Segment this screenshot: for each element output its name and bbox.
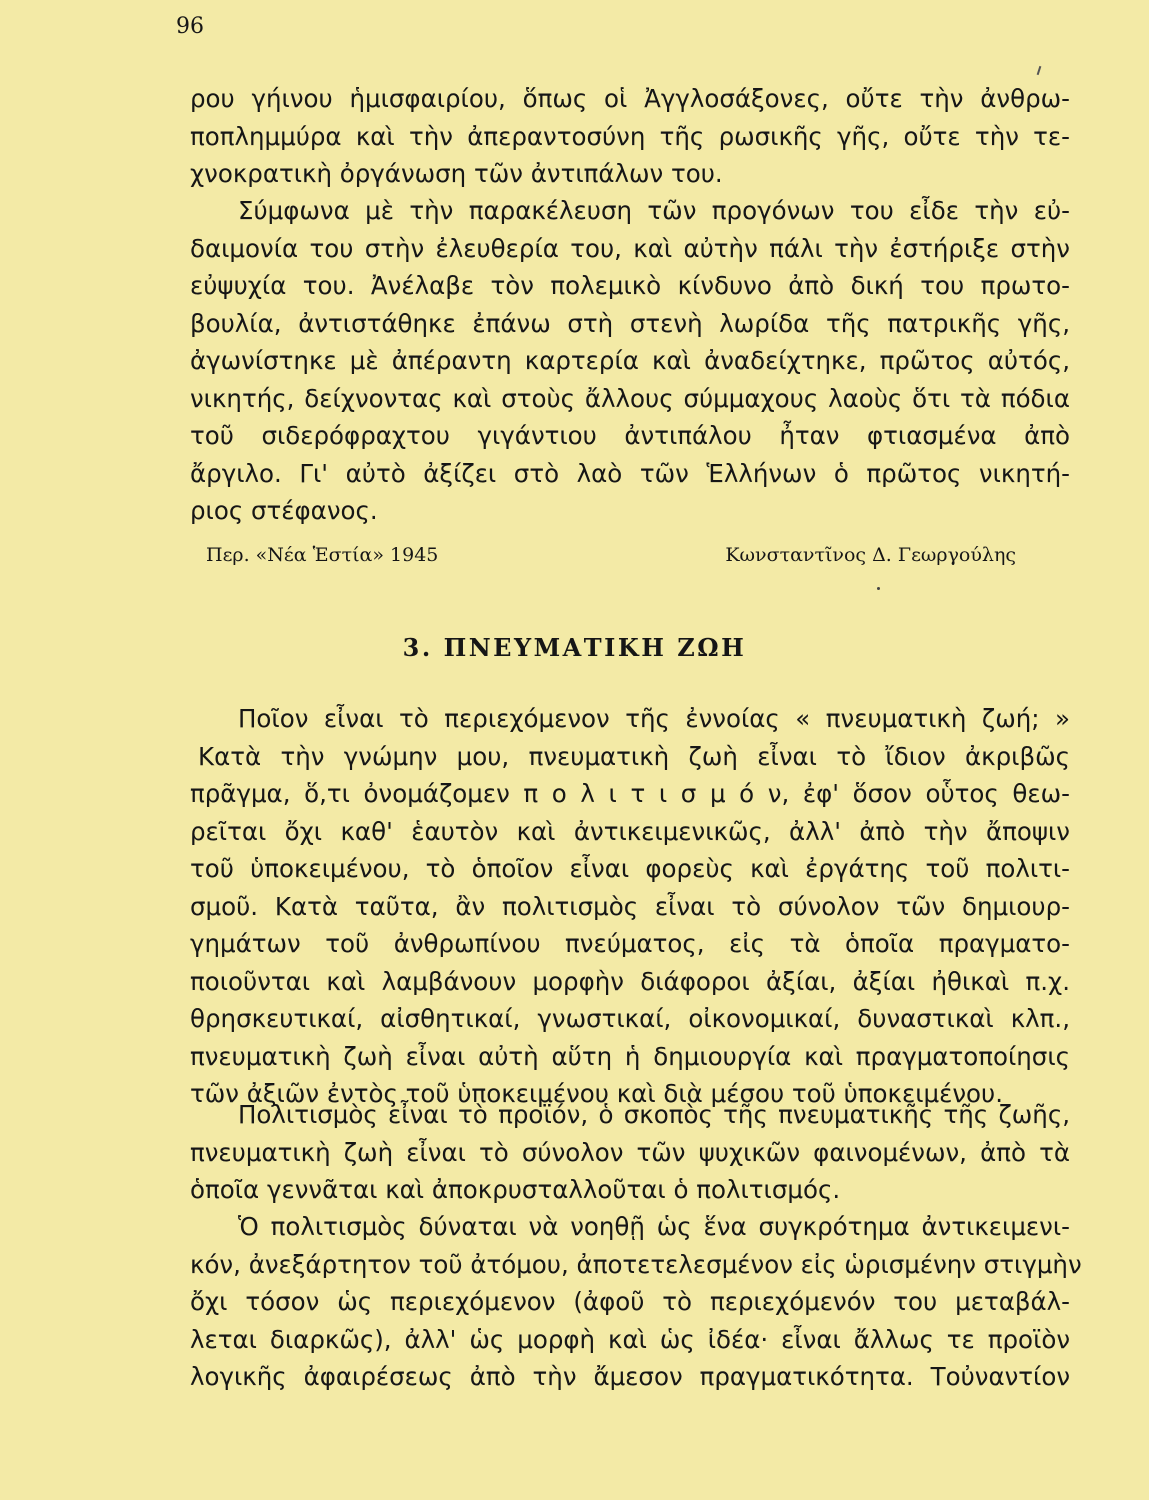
text-line: θρησκευτικαί, αἰσθητικαί, γνωστικαί, οἰκονομικαί, δυναστικαὶ κλπ., bbox=[190, 1004, 1070, 1033]
text-line: δαιμονία του στὴν ἐλευθερία του, καὶ αὐτὴν πάλι τὴν ἐστήριξε στὴν bbox=[190, 233, 1070, 263]
paragraph-product bbox=[190, 1096, 1070, 1209]
text-line: ρου γήινου ἡμισφαιρίου, ὅπως οἱ Ἀγγλοσάξονες, οὔτε τὴν ἀνθρω- bbox=[190, 84, 1070, 113]
text-line: ρεῖται ὄχι καθ' ἑαυτὸν καὶ ἀντικειμενικῶς, ἀλλ' ἀπὸ τὴν ἄποψιν bbox=[190, 816, 1070, 846]
text-line: γημάτων τοῦ ἀνθρωπίνου πνεύματος, εἰς τὰ ὁποῖα πραγματο- bbox=[190, 929, 1070, 958]
text-line: ἄργιλο. Γι' αὐτὸ ἀξίζει στὸ λαὸ τῶν Ἑλλήνων ὁ πρῶτος νικητή- bbox=[190, 458, 1070, 488]
text-line: ποιοῦνται καὶ λαμβάνουν μορφὴν διάφοροι ἀξίαι, ἀξίαι ἠθικαὶ π.χ. bbox=[190, 966, 1070, 996]
paragraph-continuation bbox=[190, 80, 1070, 193]
text-line: πνευματικὴ ζωὴ εἶναι τὸ σύνολον τῶν ψυχικῶν φαινομένων, ἀπὸ τὰ bbox=[190, 1137, 1070, 1167]
paragraph-definition bbox=[190, 700, 1070, 1113]
text-line: νικητής, δείχνοντας καὶ στοὺς ἄλλους σύμμαχους λαοὺς ὅτι τὰ πόδια bbox=[190, 383, 1070, 413]
text-line: λεται διαρκῶς), ἀλλ' ὡς μορφὴ καὶ ὡς ἰδέα· εἶναι ἄλλως τε προϊὸν bbox=[190, 1324, 1070, 1354]
text-line: σμοῦ. Κατὰ ταῦτα, ἂν πολιτισμὸς εἶναι τὸ σύνολον τῶν δημιουρ- bbox=[190, 891, 1070, 921]
text-line: Ὁ πολιτισμὸς δύναται νὰ νοηθῇ ὡς ἕνα συγκρότημα ἀντικειμενι- bbox=[238, 1212, 1070, 1241]
text-line: ὄχι τόσον ὡς περιεχόμενον (ἀφοῦ τὸ περιεχόμενόν του μεταβάλ- bbox=[190, 1287, 1070, 1316]
text-line: τοῦ ὑποκειμένου, τὸ ὁποῖον εἶναι φορεὺς καὶ ἐργάτης τοῦ πολιτι- bbox=[190, 854, 1070, 883]
ink-dot bbox=[877, 587, 880, 590]
text-line: Κατὰ τὴν γνώμην μου, πνευματικὴ ζωὴ εἶναι τὸ ἴδιον ἀκριβῶς bbox=[198, 741, 1070, 771]
text-line: χνοκρατικὴ ὀργάνωση τῶν ἀντιπάλων του. bbox=[190, 159, 723, 188]
citation bbox=[206, 544, 1016, 566]
text-line: Ποῖον εἶναι τὸ περιεχόμενον τῆς ἐννοίας « πνευματικὴ ζωή; » bbox=[238, 704, 1070, 733]
text-line: λογικῆς ἀφαιρέσεως ἀπὸ τὴν ἄμεσον πραγματικότητα. Τοὐναντίον bbox=[190, 1362, 1070, 1391]
text-line: πρᾶγμα, ὅ,τι ὀνομάζομεν π ο λ ι τ ι σ μ ό ν, ἐφ' ὅσον οὗτος θεω- bbox=[190, 779, 1070, 808]
text-line: Πολιτισμὸς εἶναι τὸ προϊόν, ὁ σκοπὸς τῆς πνευματικῆς τῆς ζωῆς, bbox=[238, 1100, 1070, 1129]
text-line: ποπλημμύρα καὶ τὴν ἀπεραντοσύνη τῆς ρωσικῆς γῆς, οὔτε τὴν τε- bbox=[190, 121, 1070, 151]
section-heading: 3. ΠΝΕΥΜΑΤΙΚΗ ΖΩΗ bbox=[402, 633, 747, 662]
paragraph-civilization bbox=[190, 1208, 1082, 1396]
text-line: πνευματικὴ ζωὴ εἶναι αὐτὴ αὕτη ἡ δημιουργία καὶ πραγματοποίησις bbox=[190, 1041, 1070, 1071]
text-line: Σύμφωνα μὲ τὴν παρακέλευση τῶν προγόνων του εἶδε τὴν εὐ- bbox=[238, 196, 1070, 225]
text-line: ριος στέφανος. bbox=[190, 496, 378, 525]
text-line: βουλία, ἀντιστάθηκε ἐπάνω στὴ στενὴ λωρίδα τῆς πατρικῆς γῆς, bbox=[190, 308, 1070, 338]
text-line: κόν, ἀνεξάρτητον τοῦ ἀτόμου, ἀποτετελεσμένον εἰς ὡρισμένην στιγμὴν bbox=[190, 1249, 1082, 1279]
page-number: 96 bbox=[176, 14, 204, 39]
text-line: ὁποῖα γεννᾶται καὶ ἀποκρυσταλλοῦται ὁ πολιτισμός. bbox=[190, 1175, 841, 1204]
text-line: τῶν ἀξιῶν ἐντὸς τοῦ ὑποκειμένου καὶ διὰ μέσου τοῦ ὑποκειμένου. bbox=[190, 1079, 1003, 1108]
text-line: τοῦ σιδερόφραχτου γιγάντιου ἀντιπάλου ἦταν φτιασμένα ἀπὸ bbox=[190, 421, 1070, 450]
text-line: εὐψυχία του. Ἀνέλαβε τὸν πολεμικὸ κίνδυνο ἀπὸ δική του πρωτο- bbox=[190, 271, 1070, 300]
text-line: ἀγωνίστηκε μὲ ἀπέραντη καρτερία καὶ ἀναδείχτηκε, πρῶτος αὐτός, bbox=[190, 346, 1070, 375]
margin-mark bbox=[1037, 66, 1042, 75]
citation-source: Περ. «Νέα Ἑστία» 1945 bbox=[206, 544, 439, 566]
citation-author: Κωνσταντῖνος Δ. Γεωργούλης bbox=[725, 544, 1016, 566]
paragraph-victory bbox=[190, 192, 1070, 530]
